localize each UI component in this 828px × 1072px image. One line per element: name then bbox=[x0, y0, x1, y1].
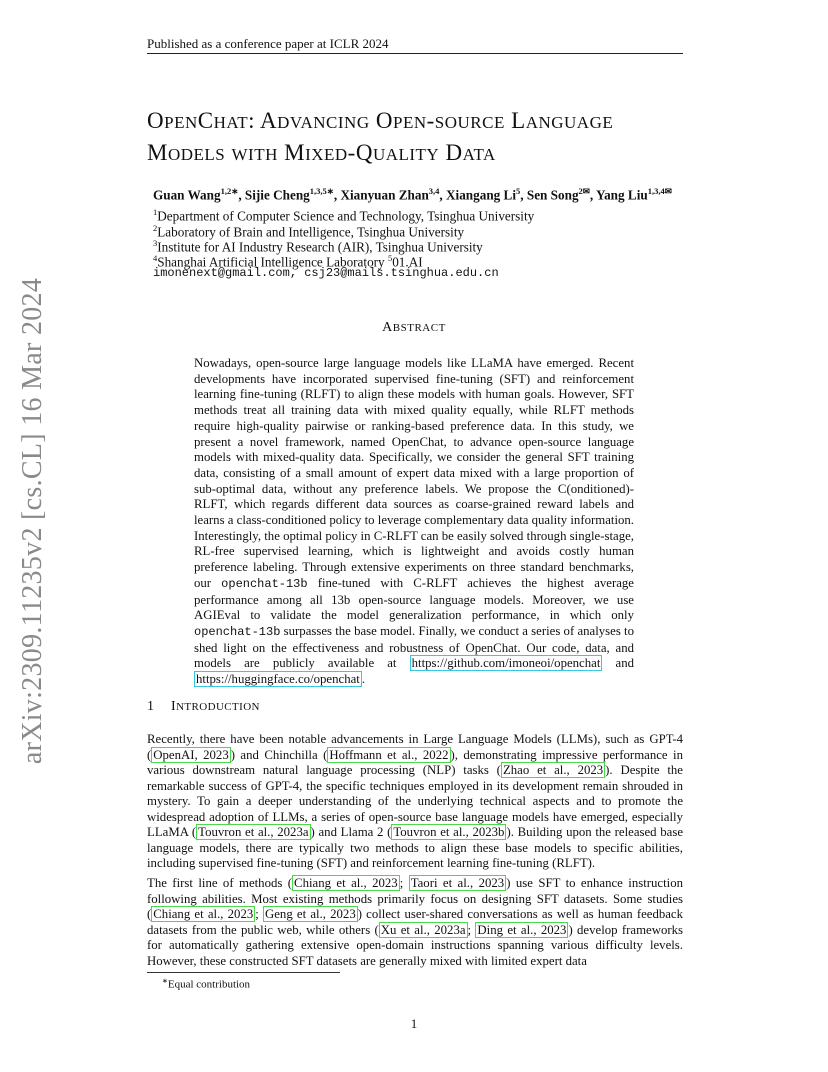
citation-link[interactable]: Chiang et al., 2023 bbox=[294, 876, 398, 890]
running-header: Published as a conference paper at ICLR 2024 bbox=[147, 36, 389, 51]
affiliation-mark: 2 bbox=[153, 223, 158, 233]
abstract-heading bbox=[0, 320, 828, 336]
title-capital: C bbox=[197, 108, 214, 133]
title-smallcaps: IXED bbox=[305, 145, 348, 164]
author-name: Xiangang Li bbox=[446, 187, 517, 203]
author-name: Guan Wang bbox=[153, 187, 221, 203]
abstract-text: and bbox=[602, 656, 634, 671]
affiliation-mark: 4 bbox=[153, 253, 158, 263]
author-affiliation-mark: 1,3,4✉ bbox=[647, 186, 672, 196]
footnote-rule bbox=[147, 972, 340, 973]
paragraph-text: ). Building upon the released base language models, there are typically two methods to align these base models to specific abilities, including supervised fine-tuning (SFT) and reinforcement learning fine-tuning (RLFT). bbox=[147, 825, 683, 870]
affiliation-text: Institute for AI Industry Research (AIR), Tsinghua University bbox=[157, 239, 483, 255]
citation-link[interactable]: Ding et al., 2023 bbox=[477, 922, 567, 937]
arxiv-stamp bbox=[14, 277, 52, 765]
paragraph-text: ) and Llama 2 ( bbox=[310, 825, 392, 839]
citation-link[interactable]: Chiang et al., 2023 bbox=[153, 907, 254, 921]
contact-emails[interactable]: imonenext@gmail.com, csj23@mails.tsinghua.edu.cn bbox=[153, 266, 499, 280]
author-name: Sen Song bbox=[526, 187, 579, 203]
paragraph-text: ; bbox=[399, 876, 409, 890]
title-smallcaps: ODELS bbox=[167, 145, 226, 164]
title-line-2 bbox=[147, 138, 707, 170]
citation-link[interactable]: Geng et al., 2023 bbox=[265, 907, 356, 921]
paragraph-text: ) collect user-shared conversations as well as human feedback datasets from the public web, while others ( bbox=[147, 907, 684, 937]
paragraph-text: Recently, there have been notable advancements in Large Language Models (LLMs), such as GPT-4 ( bbox=[147, 732, 683, 762]
author-affiliation-mark: 2✉ bbox=[578, 186, 590, 196]
title-smallcaps: BSTRACT bbox=[392, 322, 446, 334]
citation-link[interactable]: Xu et al., 2023a bbox=[380, 922, 466, 937]
abstract-body bbox=[194, 356, 634, 688]
citation-link[interactable]: Hoffmann et al., 2022 bbox=[329, 747, 449, 762]
affiliation-mark: 5 bbox=[387, 253, 393, 263]
title-smallcaps: PEN bbox=[393, 113, 427, 132]
author-list: Guan Wang$^{1,2∗}$, Sijie Cheng$^{1,3,5∗}$, Xianyuan Zhan$^{3,4}$, Xiangang Li$^5$, Sen Song$^{2✉}$, Yang Liu$^{1,3,4✉}$ bbox=[153, 186, 672, 203]
title-line-1 bbox=[147, 106, 707, 138]
title-smallcaps: PEN bbox=[164, 113, 198, 132]
title-smallcaps: ANGUAGE bbox=[525, 113, 614, 132]
title-smallcaps: ATA bbox=[462, 145, 496, 164]
citation-link[interactable]: Taori et al., 2023 bbox=[410, 876, 505, 890]
footnote bbox=[162, 977, 250, 991]
author-affiliation-mark: 3,4 bbox=[428, 186, 440, 196]
section-heading bbox=[147, 699, 260, 715]
author-affiliation-mark: 1,3,5∗ bbox=[309, 186, 334, 196]
github-link[interactable]: https://github.com/imoneoi/openchat bbox=[411, 656, 601, 671]
author-affiliation-mark: 1,2∗ bbox=[220, 186, 239, 196]
author-name: Sijie Cheng bbox=[244, 187, 310, 203]
intro-paragraph-1 bbox=[147, 732, 683, 872]
title-smallcaps: NTRODUCTION bbox=[176, 701, 260, 713]
title-capital: - bbox=[426, 108, 435, 133]
affiliation-mark: 1 bbox=[153, 207, 158, 217]
title-capital: : A bbox=[248, 108, 278, 133]
abstract-text: . bbox=[361, 672, 366, 687]
paragraph-text: The first line of methods ( bbox=[147, 876, 293, 890]
title-capital: M bbox=[277, 140, 306, 165]
title-capital: O bbox=[369, 108, 393, 133]
title-capital: L bbox=[504, 108, 526, 133]
paragraph-text: ) use SFT to enhance instruction following abilities. Most existing methods primarily focus on designing SFT datasets. Some studies ( bbox=[147, 876, 683, 921]
paragraph-text: ; bbox=[467, 922, 476, 937]
title-capital: D bbox=[439, 140, 463, 165]
author-name: Yang Liu bbox=[596, 187, 648, 203]
affiliation-mark: 3 bbox=[153, 238, 158, 248]
page-number: 1 bbox=[410, 1016, 418, 1031]
abstract-text: Nowadays, open-source large language models like LLaMA have emerged. Recent developments have incorporated supervised fine-tuning (SFT) and reinforcement learning fine-tuning (RLFT) to align these models with human goals. However, SFT methods treat all training data with mixed quality equally, while RLFT methods require high-quality pairwise or ranking-based preference data. In this study, we present a novel framework, named OpenChat, to advance open-source language models with mixed-quality data. Specifically, we consider the general SFT training data, consisting of a small amount of expert data mixed with a large proportion of sub-optimal data, without any preference labels. We propose the C(onditioned)-RLFT, which regards different data sources as coarse-grained reward labels and learns a class-conditioned policy to leverage complementary data quality information. Interestingly, the optimal policy in C-RLFT can be easily solved through single-stage, RL-free supervised learning, which is lightweight and avoids costly human preference labeling. Through extensive experiments on three standard benchmarks, our bbox=[194, 356, 634, 590]
abstract-text: surpasses the base model. Finally, we conduct a series of analyses to shed light on the effectiveness and robustness of OpenChat. Our code, data, and models are publicly available at bbox=[194, 623, 634, 671]
title-smallcaps: HAT bbox=[213, 113, 249, 132]
title-capital: A bbox=[382, 320, 393, 335]
paragraph-text: ) develop frameworks for automatically gathering extensive open-domain instructions spanning various difficulty levels. However, these constructed SFT datasets are generally mixed with limited expert data bbox=[147, 922, 683, 968]
paragraph-text: ), demonstrating impressive performance in various downstream natural language processing (NLP) tasks ( bbox=[147, 747, 683, 777]
title-capital: O bbox=[147, 108, 165, 133]
paragraph-text: ; bbox=[255, 907, 263, 921]
affiliation-text: 01.AI bbox=[392, 254, 423, 270]
citation-link[interactable]: Touvron et al., 2023a bbox=[198, 825, 309, 839]
section-number: 1 bbox=[147, 699, 155, 714]
title-smallcaps: DVANCING bbox=[277, 113, 370, 132]
paragraph-text: ) and Chinchilla ( bbox=[230, 747, 328, 762]
header-rule bbox=[147, 53, 683, 54]
title-smallcaps: WITH bbox=[231, 145, 278, 164]
title-smallcaps: UALITY bbox=[372, 145, 440, 164]
title-capital: -Q bbox=[347, 140, 373, 165]
intro-paragraph-2 bbox=[147, 876, 683, 969]
paper-title bbox=[147, 106, 707, 170]
author-affiliation-mark: 5 bbox=[516, 186, 521, 196]
citation-link[interactable]: OpenAI, 2023 bbox=[153, 747, 229, 762]
author-name: Xianyuan Zhan bbox=[340, 187, 429, 203]
title-smallcaps: SOURCE bbox=[434, 113, 505, 132]
affiliation-text: Department of Computer Science and Technology, Tsinghua University bbox=[157, 208, 535, 224]
paragraph-text: ). Despite the remarkable success of GPT-4, the specific techniques employed in its development remain shrouded in mystery. To gain a deeper understanding of the underlying technical aspects and to promote the widespread adoption of LLMs, a series of open-source base language models have emerged, especially LLaMA ( bbox=[147, 763, 683, 839]
affiliation-text: Shanghai Artificial Intelligence Laboratory bbox=[157, 254, 388, 270]
section-title bbox=[171, 699, 260, 714]
footnote-mark: ∗ bbox=[162, 977, 168, 985]
arxiv-id: arXiv:2309.11235v2 [cs.CL] 16 Mar 2024 bbox=[17, 277, 48, 765]
citation-link[interactable]: Zhao et al., 2023 bbox=[502, 763, 604, 777]
footnote-text: Equal contribution bbox=[167, 978, 251, 991]
model-name: openchat-13b bbox=[221, 576, 308, 591]
citation-link[interactable]: Touvron et al., 2023b bbox=[393, 825, 505, 839]
model-name: openchat-13b bbox=[194, 624, 281, 639]
title-capital: I bbox=[171, 699, 177, 714]
title-capital: M bbox=[147, 140, 168, 165]
affiliation-text: Laboratory of Brain and Intelligence, Tsinghua University bbox=[157, 224, 465, 240]
huggingface-link[interactable]: https://huggingface.co/openchat bbox=[196, 672, 360, 687]
abstract-text: fine-tuned with C-RLFT achieves the highest average performance among all 13b open-source language models. Moreover, we use AGIEval to validate the model generalization performance, in which only bbox=[194, 575, 634, 623]
